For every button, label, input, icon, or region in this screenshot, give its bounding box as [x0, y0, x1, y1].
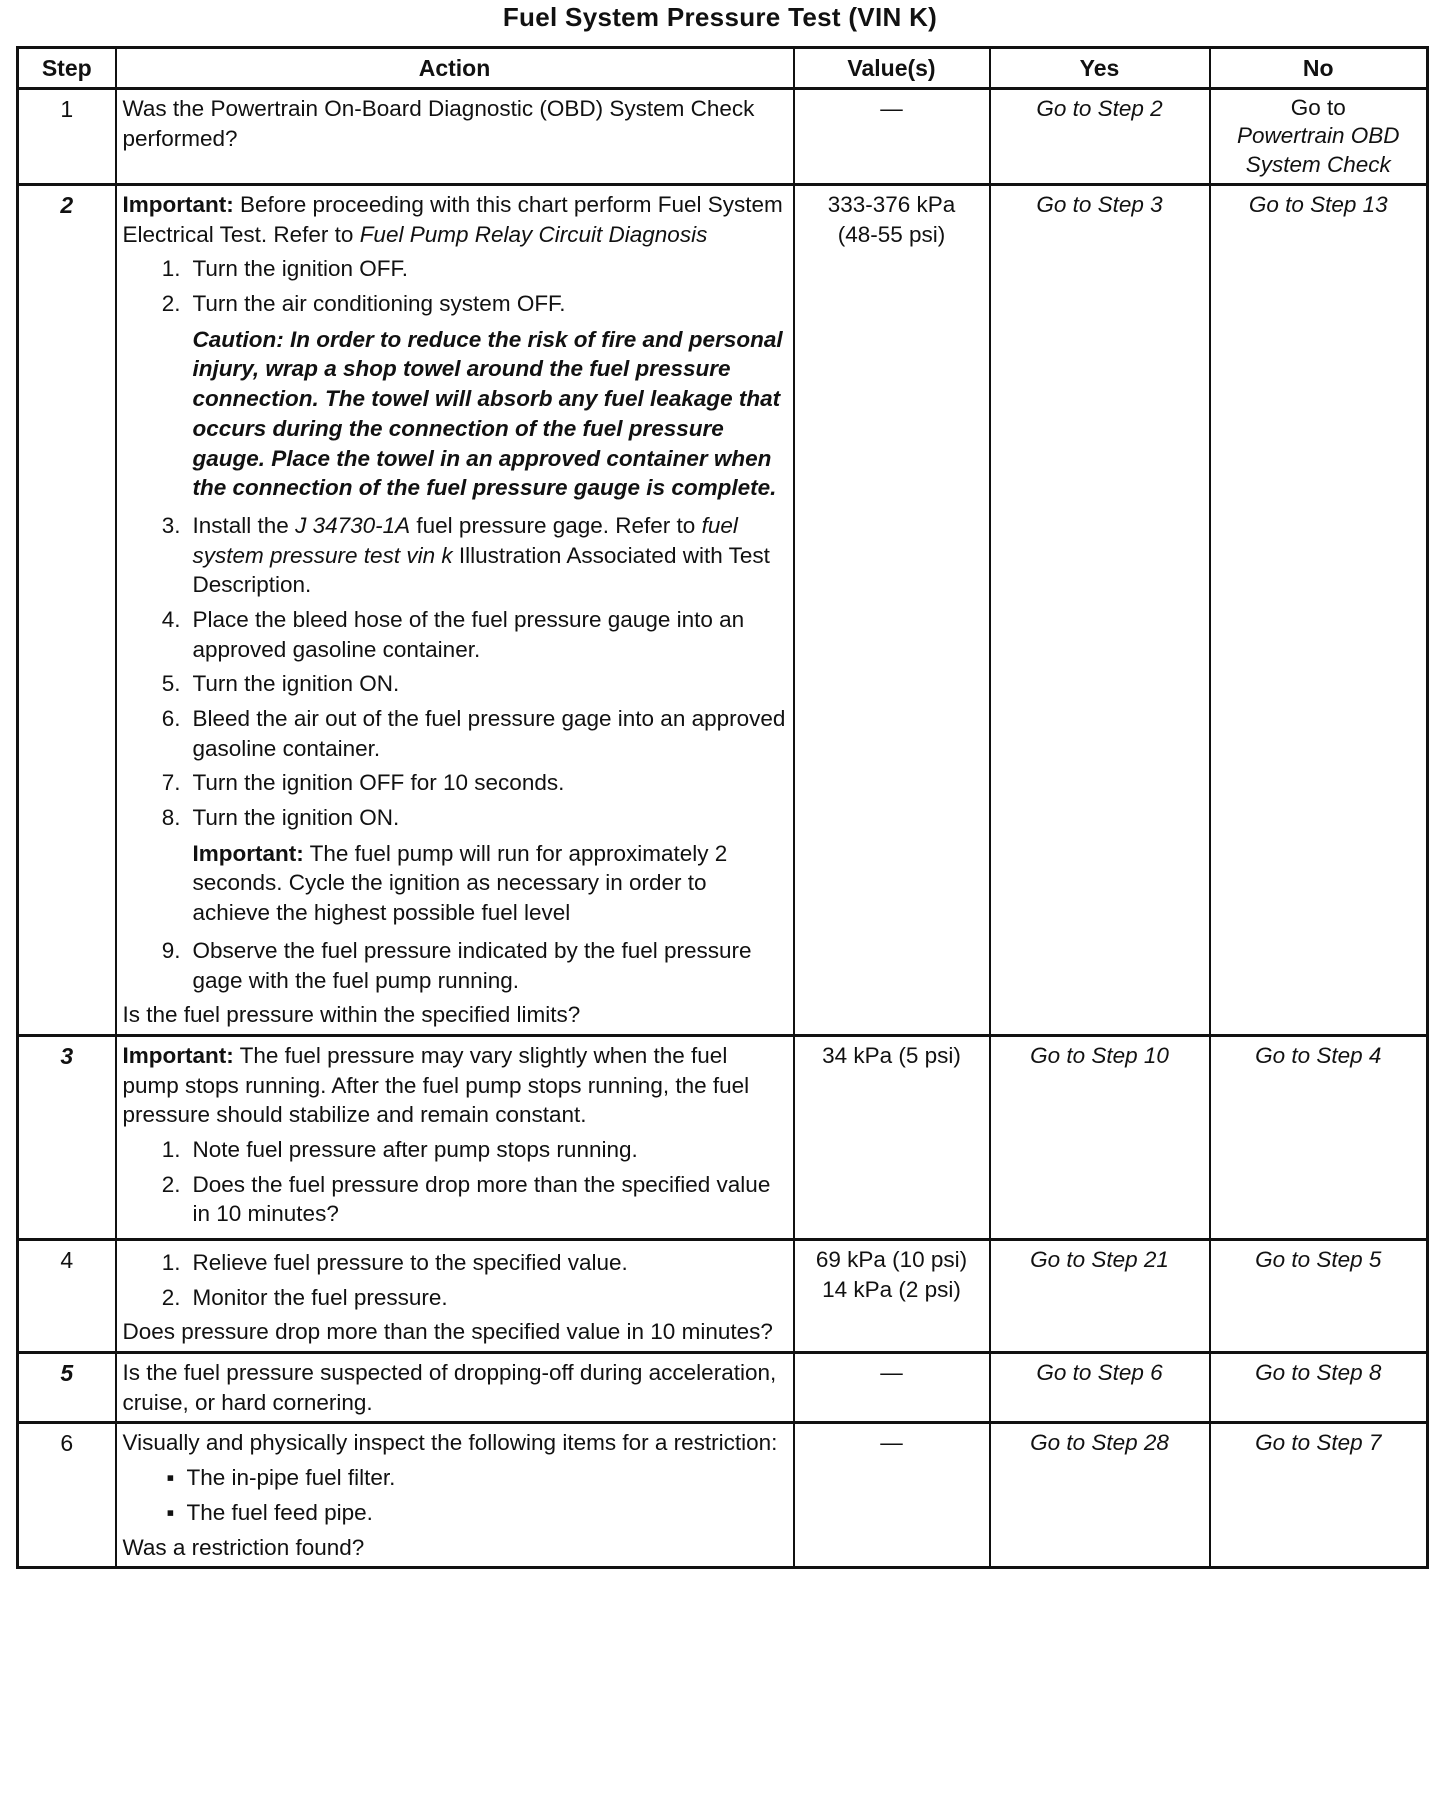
step-list [123, 1135, 787, 1229]
important-label: Important: [192, 840, 304, 866]
table-row [18, 89, 1428, 185]
value-cell: — [794, 89, 990, 185]
list-item: 1. Relieve fuel pressure to the specified value. [123, 1248, 787, 1278]
no-link[interactable]: Go to Step 5 [1255, 1247, 1382, 1273]
table-row [18, 1240, 1428, 1353]
value-cell [794, 1240, 990, 1353]
action-cell [116, 89, 794, 185]
step-question: Was a restriction found? [122, 1534, 365, 1560]
table-row [18, 185, 1428, 1036]
important-note [123, 1041, 787, 1130]
step-question: Is the fuel pressure within the specified limits? [122, 1002, 581, 1028]
value-text: 69 kPa (10 psi) [815, 1247, 968, 1273]
list-item-text: Note fuel pressure after pump stops running. [192, 1136, 638, 1162]
important-label: Important: [122, 1042, 234, 1068]
step-number: 6 [18, 1423, 116, 1568]
list-item: 8. Turn the ignition ON. [123, 803, 787, 833]
value-cell [794, 1035, 990, 1239]
no-cell [1210, 185, 1428, 1036]
table-row [18, 1423, 1428, 1568]
reference-link[interactable]: fuel system pressure test vin k [192, 512, 738, 568]
yes-link[interactable]: Go to Step 3 [1036, 192, 1163, 218]
yes-cell [990, 89, 1210, 185]
list-item: 5. Turn the ignition ON. [123, 669, 787, 699]
important-label: Important: [122, 192, 234, 218]
list-item-text: Turn the air conditioning system OFF. [192, 291, 566, 317]
list-item: 3. Install the J 34730-1A fuel pressure gage. Refer to fuel system pressure test vin k Illustration Associated with Test Description. [161, 512, 770, 598]
list-item-text: Turn the ignition ON. [192, 805, 400, 831]
list-item: 1. Turn the ignition OFF. [123, 254, 787, 284]
important-text: The fuel pump will run for approximately 2 seconds. Cycle the ignition as necessary in order to achieve the highest possible fuel level [192, 840, 728, 926]
no-link[interactable]: Go to Step 7 [1255, 1430, 1382, 1456]
list-item: 7. Turn the ignition OFF for 10 seconds. [123, 768, 787, 798]
list-item: 6. Bleed the air out of the fuel pressure gage into an approved gasoline container. [123, 704, 787, 763]
header-no: No [1210, 48, 1428, 89]
list-item-text: Does the fuel pressure drop more than the specified value in 10 minutes? [192, 1171, 771, 1227]
yes-cell [990, 1423, 1210, 1568]
list-item-text: Turn the ignition OFF. [192, 256, 409, 282]
step-number: 5 [18, 1353, 116, 1423]
action-cell [116, 185, 794, 1036]
no-link[interactable]: Go to Step 13 [1248, 192, 1388, 218]
table-row [18, 1353, 1428, 1423]
list-item-text: Bleed the air out of the fuel pressure gage into an approved gasoline container. [192, 706, 786, 761]
step-number: 2 [18, 185, 116, 1036]
list-item: 2. Turn the air conditioning system OFF. [123, 289, 787, 319]
list-item-text: The in-pipe fuel filter. [186, 1465, 396, 1491]
reference-link[interactable]: Fuel Pump Relay Circuit Diagnosis [359, 221, 708, 247]
step-number: 1 [18, 89, 116, 185]
header-step: Step [18, 48, 116, 89]
action-text: Was the Powertrain On-Board Diagnostic (OBD) System Check performed? [122, 96, 755, 151]
step-list [123, 254, 787, 995]
important-text: The fuel pressure may vary slightly when the fuel pump stops running. After the fuel pump stops running, the fuel pressure should stabilize and remain constant. [122, 1042, 750, 1128]
yes-cell [990, 1035, 1210, 1239]
step-number: 4 [18, 1240, 116, 1353]
no-cell [1210, 1035, 1428, 1239]
list-item: ▪ The fuel feed pipe. [123, 1498, 787, 1528]
caution-note: Caution: In order to reduce the risk of fire and personal injury, wrap a shop towel around the fuel pressure connection. The towel will absorb any fuel leakage that occurs during the connection of the fuel pressure gauge. Place the towel in an approved container when the connection of the fuel pressure gauge is complete. [192, 326, 783, 501]
action-cell [116, 1035, 794, 1239]
yes-link[interactable]: Go to Step 10 [1030, 1042, 1169, 1068]
table-header-row [18, 48, 1428, 89]
list-item: 9. Observe the fuel pressure indicated by the fuel pressure gage with the fuel pump running. [123, 936, 787, 995]
header-action: Action [116, 48, 794, 89]
list-item: 1. Note fuel pressure after pump stops running. [123, 1135, 787, 1165]
yes-cell [990, 1240, 1210, 1353]
value-cell [794, 185, 990, 1036]
value-cell: — [794, 1353, 990, 1423]
yes-link[interactable]: Go to Step 21 [1030, 1247, 1169, 1273]
list-item-text: Observe the fuel pressure indicated by the fuel pressure gage with the fuel pump running. [192, 937, 752, 993]
action-text: Is the fuel pressure suspected of dropping-off during acceleration, cruise, or hard cornering. [122, 1360, 777, 1415]
step-list [123, 1248, 787, 1312]
no-link[interactable]: Go to Step 8 [1255, 1360, 1382, 1386]
header-values: Value(s) [794, 48, 990, 89]
list-item-text: Turn the ignition ON. [192, 671, 400, 697]
diagnostic-table [16, 46, 1429, 1569]
no-cell [1210, 89, 1428, 185]
no-text: Go to [1290, 95, 1346, 120]
list-item-text: Illustration Associated with Test Description. [192, 542, 770, 598]
list-item-text: The fuel feed pipe. [186, 1499, 373, 1525]
list-item: ▪ The in-pipe fuel filter. [123, 1463, 787, 1493]
header-yes: Yes [990, 48, 1210, 89]
yes-cell [990, 185, 1210, 1036]
value-text: (48-55 psi) [837, 221, 946, 247]
tool-name: J 34730-1A [295, 512, 411, 538]
important-note [123, 190, 787, 249]
yes-link[interactable]: Go to Step 28 [1030, 1430, 1169, 1456]
list-item: 2. Does the fuel pressure drop more than the specified value in 10 minutes? [123, 1170, 787, 1229]
action-cell [116, 1353, 794, 1423]
no-cell [1210, 1240, 1428, 1353]
step-number: 3 [18, 1035, 116, 1239]
action-cell [116, 1240, 794, 1353]
value-text: 14 kPa (2 psi) [822, 1276, 961, 1302]
value-text: 34 kPa (5 psi) [822, 1042, 961, 1068]
yes-link[interactable]: Go to Step 2 [1036, 96, 1163, 121]
page-title: Fuel System Pressure Test (VIN K) [502, 2, 938, 32]
action-text: Visually and physically inspect the following items for a restriction: [122, 1430, 778, 1456]
step-question: Does pressure drop more than the specified value in 10 minutes? [122, 1319, 773, 1345]
no-cell [1210, 1353, 1428, 1423]
bullet-list [123, 1463, 787, 1527]
value-text: 333-376 kPa [827, 192, 956, 218]
no-link[interactable]: Powertrain OBD System Check [1236, 123, 1400, 177]
no-link[interactable]: Go to Step 4 [1255, 1042, 1382, 1068]
list-item-text: Turn the ignition OFF for 10 seconds. [192, 770, 565, 796]
yes-link[interactable]: Go to Step 6 [1036, 1360, 1163, 1386]
action-cell [116, 1423, 794, 1568]
list-item-text: Place the bleed hose of the fuel pressure gauge into an approved gasoline container. [192, 606, 745, 662]
value-cell: — [794, 1423, 990, 1568]
list-item-text: fuel pressure gage. Refer to [410, 512, 702, 538]
important-note [193, 839, 787, 928]
list-item: 4. Place the bleed hose of the fuel pressure gauge into an approved gasoline container. [123, 605, 787, 664]
no-cell [1210, 1423, 1428, 1568]
list-item-text: Monitor the fuel pressure. [192, 1284, 448, 1310]
list-item: 2. Monitor the fuel pressure. [123, 1283, 787, 1313]
list-item-text: Relieve fuel pressure to the specified value. [192, 1250, 628, 1276]
list-item-text: Install the [192, 512, 296, 538]
yes-cell [990, 1353, 1210, 1423]
important-text: Before proceeding with this chart perform Fuel System Electrical Test. Refer to [122, 192, 783, 247]
table-row [18, 1035, 1428, 1239]
